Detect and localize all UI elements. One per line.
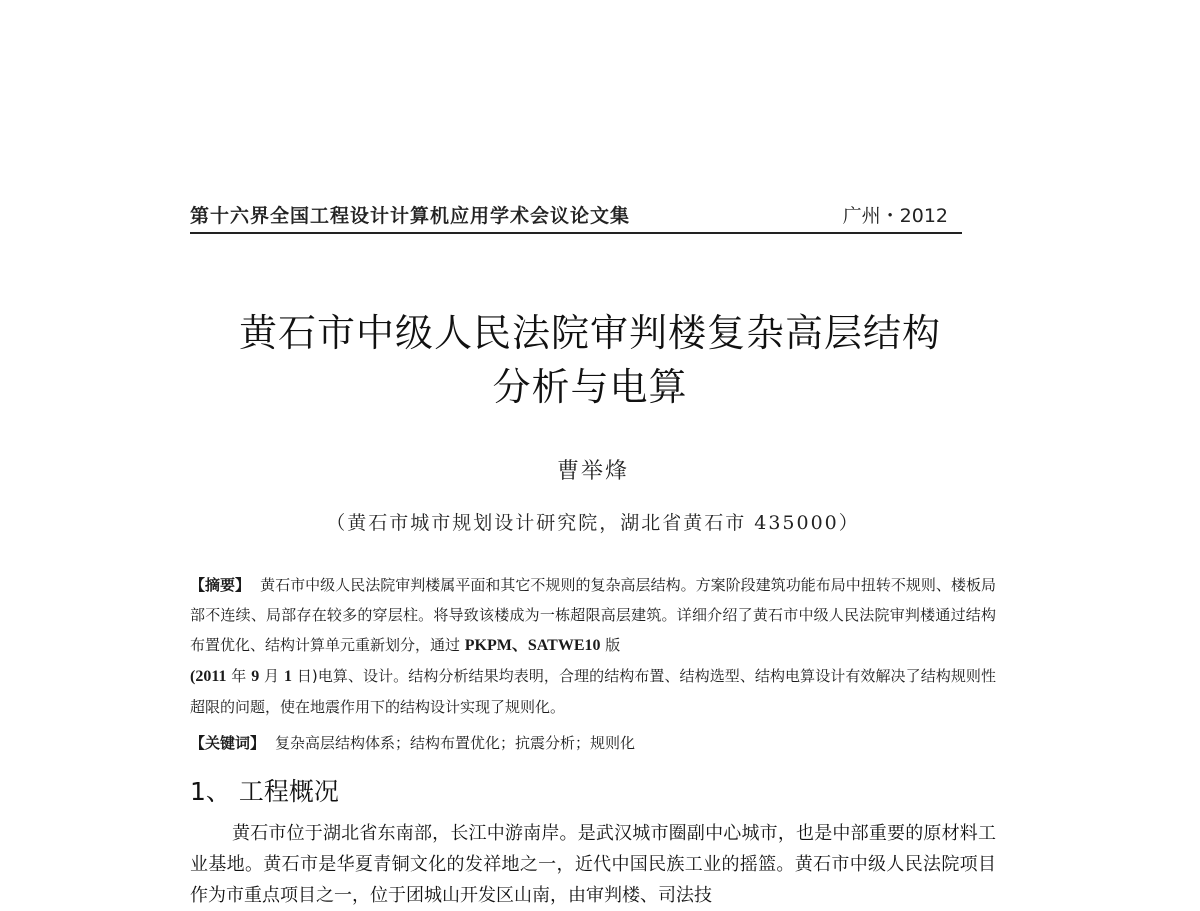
author-name: 曹举烽: [556, 459, 629, 484]
abstract: [190, 570, 996, 722]
abstract-text-d: 月: [259, 667, 284, 685]
location-year: 广州・2012: [842, 205, 948, 227]
title-line-2: 分析与电算: [492, 365, 688, 409]
running-header: [190, 204, 962, 234]
author-affiliation: （黄石市城市规划设计研究院，湖北省黄石市 435000）: [326, 512, 860, 534]
abstract-day: 1: [283, 668, 292, 685]
abstract-text-c: 年: [226, 667, 252, 685]
paper-title: [150, 306, 1030, 414]
abstract-version-date: (2011: [190, 668, 227, 685]
abstract-text-a: 黄石市中级人民法院审判楼属平面和其它不规则的复杂高层结构。方案阶段建筑功能布局中扭转不规则、楼板局部不连续、局部存在较多的穿层柱。将导致该楼成为一栋超限高层建筑。详细介绍了黄石市中级人民法院审判楼通过结构布置优化、结构计算单元重新划分，通过: [190, 576, 996, 654]
keywords-label: 【关键词】: [190, 734, 266, 752]
body-paragraph: 黄石市位于湖北省东南部，长江中游南岸。是武汉城市圈副中心城市，也是中部重要的原材料工业基地。黄石市是华夏青铜文化的发祥地之一，近代中国民族工业的摇篮。黄石市中级人民法院项目作为市重点项目之一，位于团城山开发区山南，由审判楼、司法技: [190, 823, 996, 906]
abstract-month: 9: [251, 668, 260, 685]
section-heading: 1、 工程概况: [190, 777, 339, 806]
keywords: [190, 728, 996, 758]
abstract-text-e: 日)电算、设计。结构分析结果均表明，合理的结构布置、结构选型、结构电算设计有效解决了结构规则性超限的问题，使在地震作用下的结构设计实现了规则化。: [190, 667, 996, 716]
conference-name: 第十六界全国工程设计计算机应用学术会议论文集: [190, 205, 631, 227]
abstract-label: 【摘要】: [190, 576, 251, 594]
keywords-text: 复杂高层结构体系；结构布置优化；抗震分析；规则化: [275, 734, 636, 752]
abstract-software: PKPM、SATWE10: [464, 637, 601, 654]
abstract-text-b: 版: [600, 636, 621, 654]
title-line-1: 黄石市中级人民法院审判楼复杂高层结构: [238, 311, 941, 355]
